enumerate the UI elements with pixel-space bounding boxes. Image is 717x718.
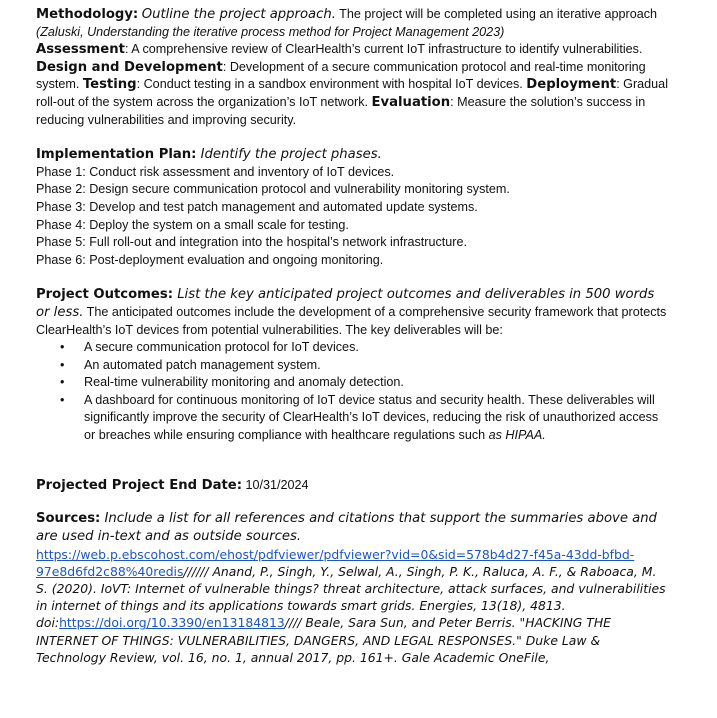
- assessment-text: : A comprehensive review of ClearHealth’s current IoT infrastructure to identify vulnerabilities.: [124, 42, 643, 57]
- end-date-value: 10/31/2024: [242, 477, 309, 492]
- list-item: [36, 357, 668, 375]
- deliverable-text-italic: as HIPAA.: [488, 428, 546, 443]
- list-item: [36, 392, 668, 445]
- deployment-text: : Gradual roll-out of the system across the organization’s IoT network.: [36, 77, 668, 109]
- evaluation-label: Evaluation: [371, 94, 451, 110]
- phase-item: Phase 5: Full roll-out and integration into the hospital’s network infrastructure.: [36, 235, 467, 250]
- sources-instruction: Include a list for all references and citations that support the summaries above and are used in-text and as outside sources.: [36, 511, 657, 545]
- evaluation-text: : Measure the solution’s success in reducing vulnerabilities and improving security.: [36, 94, 646, 127]
- source-reference-beale: //// Beale, Sara Sun, and Peter Berris. "HACKING THE INTERNET OF THINGS: VULNERABILITIES, DANGERS, AND LEGAL RESPONSES." Duke Law & Technology Review, vol. 16, no. 1, annual 2017, pp. 161+. Gale Academic OneFile,: [36, 615, 612, 665]
- methodology-section: [36, 6, 668, 129]
- deliverables-list: [36, 339, 668, 445]
- assessment-label: Assessment: [36, 42, 125, 58]
- methodology-citation: (Zaluski, Understanding the iterative process method for Project Management 2023): [36, 24, 505, 39]
- bullet-icon: •: [60, 375, 65, 390]
- source-link-ebsco[interactable]: https://web.p.ebscohost.com/ehost/pdfviewer/pdfviewer?vid=0&sid=578b4d27-f45a-43dd-bfbd-97e8d6fd2c88%40redis: [36, 546, 635, 579]
- bullet-icon: •: [60, 392, 65, 407]
- document-page: [36, 6, 668, 666]
- design-label: Design and Development: [36, 59, 223, 75]
- source-link-doi[interactable]: https://doi.org/10.3390/en13184813: [59, 615, 285, 631]
- source-reference-anand: ////// Anand, P., Singh, Y., Selwal, A., Singh, P. K., Raluca, A. F., & Raboaca, M. S. (2020). IoVT: Internet of vulnerable things? threat architecture, attack surfaces, and vulnerabilities in internet of things and its applications towards smart grids. Energies, 13(18), 4813. doi:: [36, 563, 666, 631]
- deliverable-text: A secure communication protocol for IoT devices.: [84, 340, 359, 355]
- sources-heading: Sources:: [36, 511, 101, 527]
- testing-text: : Conduct testing in a sandbox environment with hospital IoT devices.: [136, 77, 527, 92]
- bullet-icon: •: [60, 340, 65, 355]
- implementation-heading: Implementation Plan:: [36, 147, 197, 163]
- methodology-intro: The project will be completed using an iterative approach: [335, 7, 657, 21]
- end-date-heading: Projected Project End Date:: [36, 477, 242, 493]
- testing-label: Testing: [82, 77, 137, 93]
- sources-section: [36, 509, 668, 666]
- outcomes-intro: The anticipated outcomes include the development of a comprehensive security framework that protects ClearHealth’s IoT devices from potential vulnerabilities. The key deliverables will be:: [36, 304, 667, 337]
- outcomes-heading: Project Outcomes:: [36, 287, 173, 303]
- phase-item: Phase 3: Develop and test patch management and automated update systems.: [36, 199, 478, 214]
- phase-item: Phase 4: Deploy the system on a small scale for testing.: [36, 217, 349, 232]
- list-item: [36, 339, 668, 357]
- deliverable-text: Real-time vulnerability monitoring and anomaly detection.: [84, 375, 404, 390]
- phase-item: Phase 6: Post-deployment evaluation and ongoing monitoring.: [36, 252, 384, 267]
- methodology-instruction: Outline the project approach.: [141, 7, 336, 22]
- deployment-label: Deployment: [526, 77, 617, 93]
- phase-item: Phase 1: Conduct risk assessment and inventory of IoT devices.: [36, 164, 395, 179]
- phase-item: Phase 2: Design secure communication protocol and vulnerability monitoring system.: [36, 182, 510, 197]
- outcomes-section: [36, 286, 668, 444]
- bullet-icon: •: [60, 357, 65, 372]
- deliverable-text: A dashboard for continuous monitoring of IoT device status and security health. These deliverables will significantly improve the security of ClearHealth’s IoT devices, reducing the risk of unauthorized access or breaches while ensuring compliance with healthcare regulations such: [84, 392, 659, 443]
- design-text: : Development of a secure communication protocol and real-time monitoring system.: [36, 59, 646, 92]
- end-date-section: [36, 477, 668, 495]
- list-item: [36, 374, 668, 392]
- deliverable-text: An automated patch management system.: [84, 357, 321, 372]
- methodology-heading: Methodology:: [36, 7, 139, 22]
- implementation-section: [36, 146, 668, 269]
- outcomes-instruction: List the key anticipated project outcomes and deliverables in 500 words or less.: [36, 287, 655, 320]
- implementation-instruction: Identify the project phases.: [196, 147, 382, 163]
